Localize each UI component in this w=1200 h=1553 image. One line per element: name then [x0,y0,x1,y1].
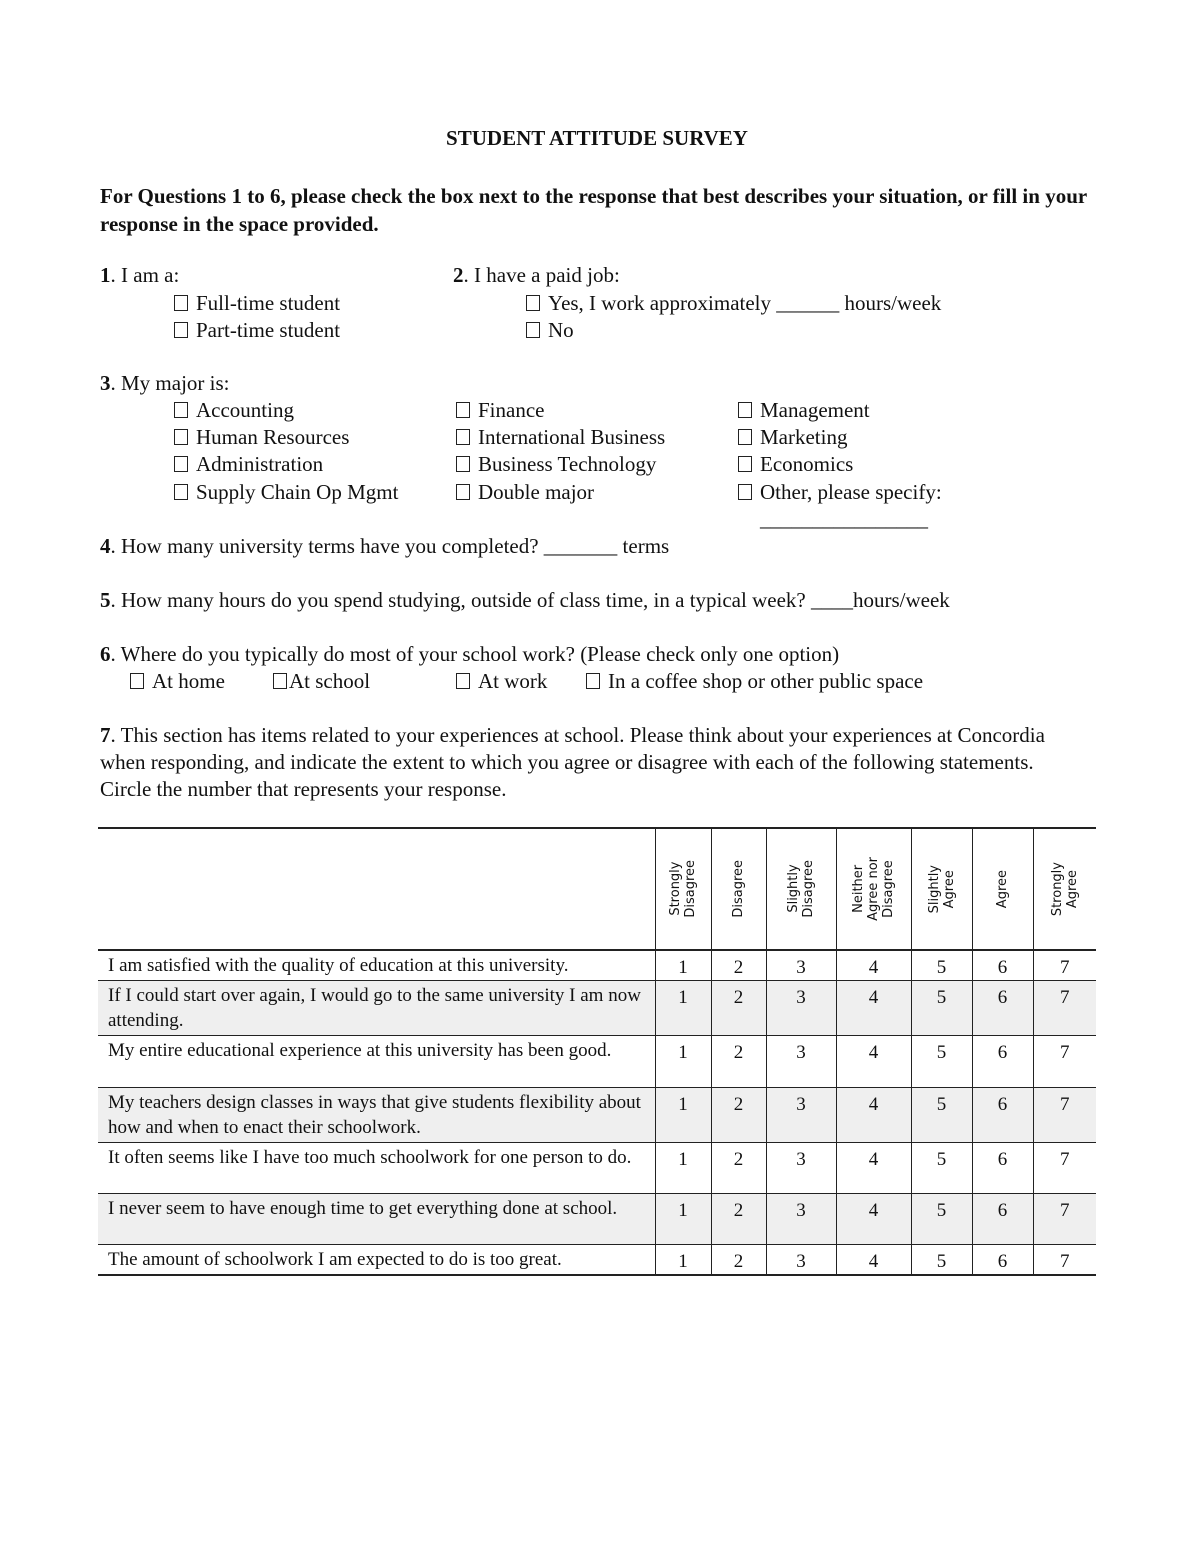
page-title: STUDENT ATTITUDE SURVEY [446,126,748,150]
statement: It often seems like I have too much schoolwork for one person to do. [98,1143,655,1194]
scale-option-4[interactable]: 4 [836,1194,911,1245]
statement: If I could start over again, I would go to the same university I am now attending. [98,981,655,1036]
scale-option-2[interactable]: 2 [711,1194,766,1245]
scale-option-3[interactable]: 3 [766,1143,836,1194]
checkbox-icon[interactable] [526,322,540,338]
question-4-label: 4. How many university terms have you completed? _______ terms [100,534,670,558]
checkbox-icon[interactable] [130,673,144,689]
major-option[interactable]: Business Technology [456,451,656,478]
statement: My teachers design classes in ways that give students flexibility about how and when to enact their schoolwork. [98,1088,655,1143]
checkbox-icon[interactable] [526,295,540,311]
option-coffee-shop[interactable]: In a coffee shop or other public space [586,668,923,695]
checkbox-icon[interactable] [738,484,752,500]
option-at-school[interactable]: At school [273,668,370,695]
table-row [98,950,1096,981]
major-option[interactable]: Management [738,397,870,424]
scale-option-1[interactable]: 1 [655,1036,711,1088]
scale-option-1[interactable]: 1 [655,1088,711,1143]
scale-option-4[interactable]: 4 [836,1036,911,1088]
header-blank [98,828,655,950]
header-strongly-agree: Strongly Agree [1033,828,1096,950]
option-at-home[interactable]: At home [130,668,225,695]
checkbox-icon[interactable] [456,484,470,500]
option-job-yes[interactable]: Yes, I work approximately ______ hours/week [526,290,941,317]
scale-option-4[interactable]: 4 [836,1143,911,1194]
scale-option-3[interactable]: 3 [766,1245,836,1276]
major-option[interactable]: Double major [456,479,594,506]
checkbox-icon[interactable] [738,456,752,472]
header-neither: Neither Agree nor Disagree [836,828,911,950]
scale-option-2[interactable]: 2 [711,950,766,981]
option-part-time[interactable]: Part-time student [174,317,340,344]
scale-option-2[interactable]: 2 [711,981,766,1036]
statement: I am satisfied with the quality of education at this university. [98,950,655,981]
major-option[interactable]: International Business [456,424,665,451]
question-2-label: 2. I have a paid job: [453,263,620,287]
likert-table [98,827,1096,1276]
question-1-label: 1. I am a: [100,263,180,287]
checkbox-icon[interactable] [273,673,287,689]
scale-option-6[interactable]: 6 [972,981,1033,1036]
header-disagree: Disagree [711,828,766,950]
option-full-time[interactable]: Full-time student [174,290,340,317]
scale-option-1[interactable]: 1 [655,950,711,981]
statement: I never seem to have enough time to get everything done at school. [98,1194,655,1245]
header-strongly-disagree: Strongly Disagree [655,828,711,950]
checkbox-icon[interactable] [174,322,188,338]
major-option[interactable]: Accounting [174,397,294,424]
header-slightly-agree: Slightly Agree [911,828,972,950]
question-3-label: 3. My major is: [100,371,230,395]
statement: My entire educational experience at this university has been good. [98,1036,655,1088]
scale-option-7[interactable]: 7 [1033,1036,1096,1088]
scale-option-7[interactable]: 7 [1033,1194,1096,1245]
checkbox-icon[interactable] [738,429,752,445]
question-5-label: 5. How many hours do you spend studying, outside of class time, in a typical week? ____hours/week [100,588,950,612]
major-option[interactable]: Human Resources [174,424,349,451]
major-option[interactable]: Finance [456,397,544,424]
scale-option-6[interactable]: 6 [972,1088,1033,1143]
table-row [98,1194,1096,1245]
scale-option-6[interactable]: 6 [972,1194,1033,1245]
major-option[interactable]: Economics [738,451,853,478]
scale-option-5[interactable]: 5 [911,950,972,981]
question-6-label: 6. Where do you typically do most of your school work? (Please check only one option) [100,642,840,666]
scale-option-6[interactable]: 6 [972,1036,1033,1088]
checkbox-icon[interactable] [456,429,470,445]
major-option[interactable]: Supply Chain Op Mgmt [174,479,398,506]
table-row [98,1143,1096,1194]
scale-option-6[interactable]: 6 [972,1143,1033,1194]
major-option[interactable]: Marketing [738,424,847,451]
scale-option-5[interactable]: 5 [911,981,972,1036]
scale-option-7[interactable]: 7 [1033,1088,1096,1143]
scale-option-1[interactable]: 1 [655,1194,711,1245]
scale-option-6[interactable]: 6 [972,950,1033,981]
scale-option-3[interactable]: 3 [766,1036,836,1088]
table-row [98,1036,1096,1088]
scale-option-7[interactable]: 7 [1033,981,1096,1036]
scale-option-5[interactable]: 5 [911,1143,972,1194]
scale-option-2[interactable]: 2 [711,1245,766,1276]
scale-option-5[interactable]: 5 [911,1088,972,1143]
checkbox-icon[interactable] [738,402,752,418]
table-header-row [98,828,1096,950]
scale-option-3[interactable]: 3 [766,981,836,1036]
scale-option-2[interactable]: 2 [711,1036,766,1088]
question-7-text: 7. This section has items related to your experiences at school. Please think about your experiences at Concordia when responding, and indicate the extent to which you agree or disagree with each of the following statements. Circle the number that represents your response. [100,723,1045,801]
scale-option-4[interactable]: 4 [836,1088,911,1143]
checkbox-icon[interactable] [456,456,470,472]
checkbox-icon[interactable] [174,295,188,311]
scale-option-3[interactable]: 3 [766,950,836,981]
scale-option-1[interactable]: 1 [655,981,711,1036]
scale-option-4[interactable]: 4 [836,950,911,981]
scale-option-7[interactable]: 7 [1033,1143,1096,1194]
table-row [98,1245,1096,1276]
option-job-no[interactable]: No [526,317,574,344]
scale-option-3[interactable]: 3 [766,1088,836,1143]
statement: The amount of schoolwork I am expected to do is too great. [98,1245,655,1276]
scale-option-4[interactable]: 4 [836,1245,911,1276]
scale-option-3[interactable]: 3 [766,1194,836,1245]
table-row [98,981,1096,1036]
checkbox-icon[interactable] [174,402,188,418]
specify-line[interactable]: ________________ [760,507,928,531]
checkbox-icon[interactable] [456,673,470,689]
checkbox-icon[interactable] [174,484,188,500]
scale-option-7[interactable]: 7 [1033,1245,1096,1276]
checkbox-icon[interactable] [174,429,188,445]
checkbox-icon[interactable] [456,402,470,418]
scale-option-6[interactable]: 6 [972,1245,1033,1276]
table-row [98,1088,1096,1143]
scale-option-5[interactable]: 5 [911,1036,972,1088]
scale-option-2[interactable]: 2 [711,1088,766,1143]
scale-option-4[interactable]: 4 [836,981,911,1036]
header-agree: Agree [972,828,1033,950]
scale-option-5[interactable]: 5 [911,1194,972,1245]
major-option[interactable]: Administration [174,451,323,478]
scale-option-1[interactable]: 1 [655,1245,711,1276]
scale-option-2[interactable]: 2 [711,1143,766,1194]
header-slightly-disagree: Slightly Disagree [766,828,836,950]
checkbox-icon[interactable] [174,456,188,472]
scale-option-1[interactable]: 1 [655,1143,711,1194]
option-at-work[interactable]: At work [456,668,547,695]
checkbox-icon[interactable] [586,673,600,689]
scale-option-7[interactable]: 7 [1033,950,1096,981]
scale-option-5[interactable]: 5 [911,1245,972,1276]
instructions: For Questions 1 to 6, please check the box next to the response that best describes your situation, or fill in your response in the space provided. [100,184,1087,236]
major-option[interactable]: Other, please specify: [738,479,942,506]
